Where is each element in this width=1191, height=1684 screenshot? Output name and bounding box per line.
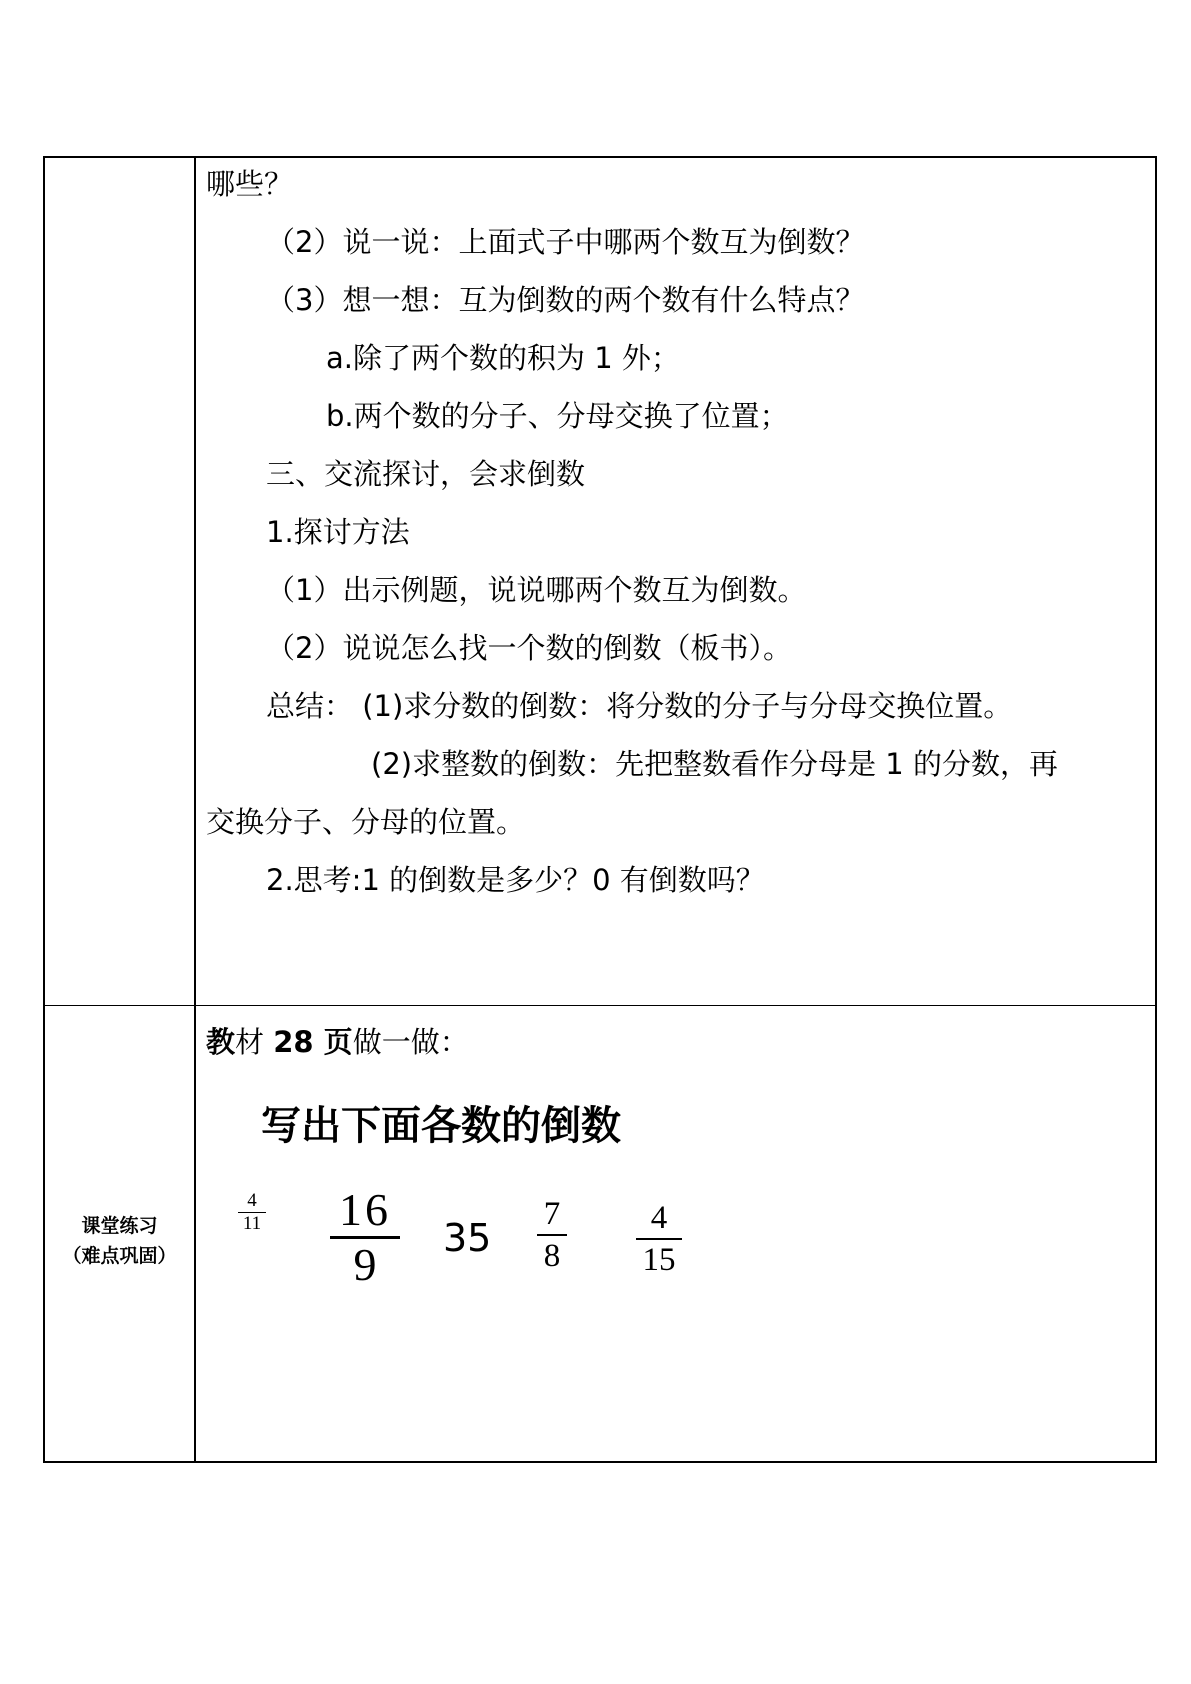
summary-line: 交换分子、分母的位置。 bbox=[206, 805, 526, 839]
lesson-content-cell bbox=[196, 158, 1157, 1005]
numerator: 4 bbox=[650, 1200, 668, 1236]
lesson-table bbox=[43, 156, 1157, 1463]
denominator: 15 bbox=[642, 1242, 676, 1278]
practice-heading: 教材 28 页做一做： bbox=[206, 1025, 469, 1059]
numerator: 7 bbox=[543, 1196, 561, 1232]
practice-content-cell bbox=[196, 1006, 1157, 1463]
text-line: （2）说说怎么找一个数的倒数（板书）。 bbox=[266, 631, 792, 665]
denominator: 11 bbox=[242, 1213, 262, 1234]
fraction-7-8 bbox=[537, 1194, 567, 1276]
text-line: 2.思考:1 的倒数是多少？0 有倒数吗？ bbox=[266, 863, 765, 897]
text-line: （2）说一说：上面式子中哪两个数互为倒数？ bbox=[266, 225, 865, 259]
fraction-4-11 bbox=[238, 1190, 266, 1235]
denominator: 9 bbox=[353, 1239, 377, 1290]
text-line: b.两个数的分子、分母交换了位置； bbox=[326, 399, 789, 433]
numerator: 4 bbox=[247, 1190, 257, 1211]
summary-line: (2)求整数的倒数：先把整数看作分母是 1 的分数，再 bbox=[371, 747, 1058, 781]
practice-label-cell bbox=[45, 1006, 194, 1463]
practice-label: 课堂练习 bbox=[81, 1215, 158, 1237]
exercise-title: 写出下面各数的倒数 bbox=[261, 1103, 621, 1149]
practice-sublabel: （难点巩固） bbox=[62, 1245, 177, 1267]
section-heading: 三、交流探讨，会求倒数 bbox=[266, 457, 586, 491]
text-line: （1）出示例题，说说哪两个数互为倒数。 bbox=[266, 573, 807, 607]
text-line: a.除了两个数的积为 1 外； bbox=[326, 341, 680, 375]
integer-35: 35 bbox=[443, 1216, 492, 1260]
fraction-4-15 bbox=[636, 1198, 682, 1280]
text-line: 1.探讨方法 bbox=[266, 515, 410, 549]
numerator: 16 bbox=[339, 1184, 391, 1235]
text-line: 哪些？ bbox=[206, 167, 294, 201]
summary-line: 总结： (1)求分数的倒数：将分数的分子与分母交换位置。 bbox=[266, 689, 1013, 723]
fraction-16-9 bbox=[330, 1184, 400, 1291]
denominator: 8 bbox=[543, 1238, 561, 1274]
text-line: （3）想一想：互为倒数的两个数有什么特点？ bbox=[266, 283, 865, 317]
